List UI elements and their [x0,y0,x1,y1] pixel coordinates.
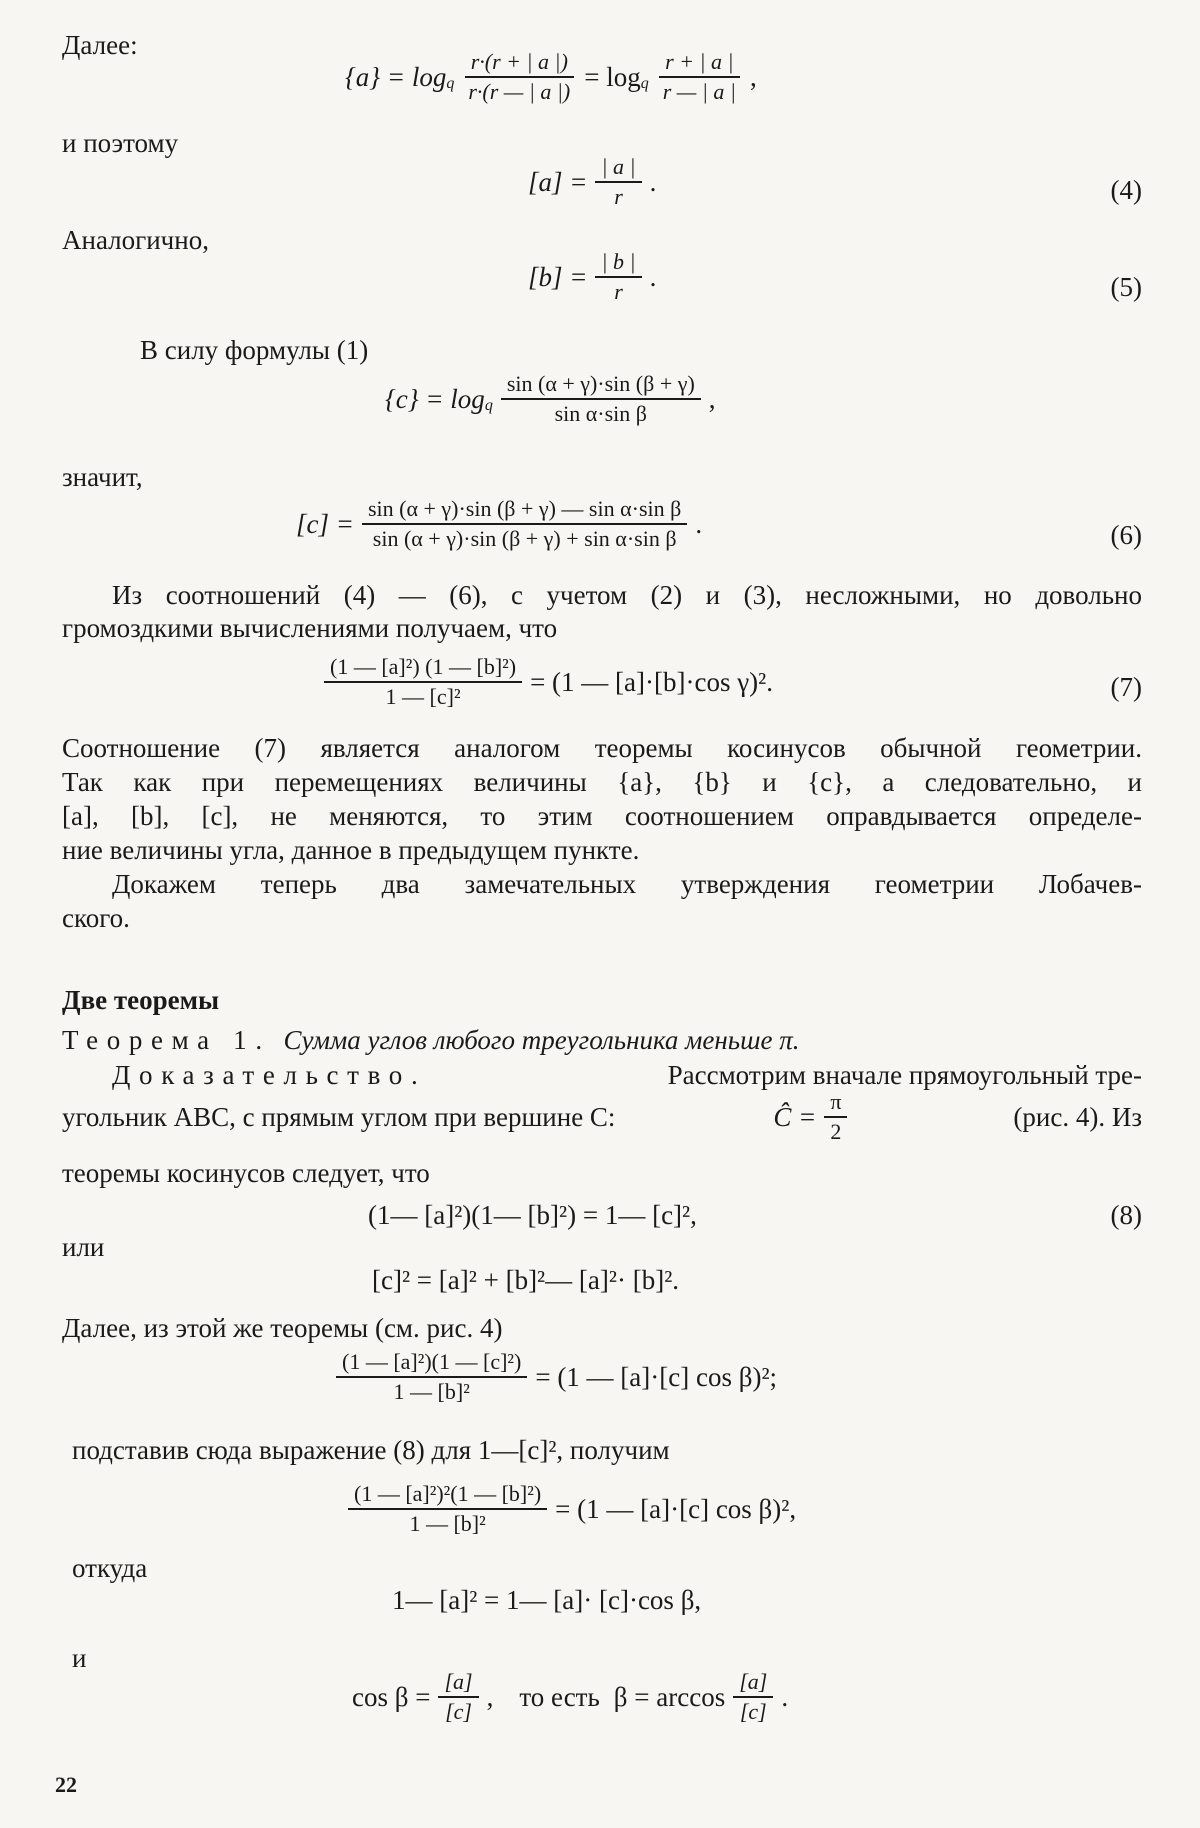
text-iz-soot-1: Из соотношений (4) — (6), с учетом (2) и (3), несложными, но довольно [112,580,1142,610]
proof-label: Доказательство. [112,1060,427,1090]
text-v-silu: В силу формулы (1) [140,335,369,365]
eq4-tag: (4) [1110,175,1142,205]
text-to-est: то есть [519,1681,600,1712]
equation-7 [316,655,773,709]
theorem-text: Сумма углов любого треугольника меньше π. [283,1025,800,1055]
eq9-body: [c]² = [a]² + [b]²— [a]²· [b]². [372,1265,680,1295]
proof-2-b: (рис. 4). Из [1013,1101,1142,1132]
eq13-comma: , [486,1681,494,1712]
eq6-frac [362,497,687,551]
eq5-frac [595,250,641,304]
eq13-frac2 [733,1670,773,1724]
equation-8 [368,1200,697,1231]
eq7-tag: (7) [1110,672,1142,702]
eq11-num: (1 — [a]²)²(1 — [b]²) [348,1482,547,1510]
eq-a-sub2: q [640,75,649,93]
text-podstaviv: подставив сюда выражение (8) для 1—[c]², получим [72,1435,670,1465]
eq-c-end: , [708,383,716,414]
eq13-den1: [c] [445,1699,472,1725]
equation-c-log [385,372,716,426]
c-hat-equation [773,1090,855,1144]
eq-a-den2: r — | a | [662,79,736,105]
theorem-1-line [62,1025,799,1056]
text-para-3: [a], [b], [c], не меняются, то этим соотношением оправдывается определе- [62,801,1142,831]
eq6-den: sin (α + γ)·sin (β + γ) + sin α·sin β [372,526,677,552]
text-dalee-iz: Далее, из этой же теоремы (см. рис. 4) [62,1313,503,1343]
eq7-frac [324,655,522,709]
equation-10 [328,1350,777,1404]
eq-a-frac1 [462,50,576,104]
eq-a-end: , [749,61,757,92]
eq-c-sub: q [484,397,493,415]
eq4-lhs: [a] = [528,166,588,197]
eq5-den: r [614,279,623,305]
eq5-end: . [649,261,657,292]
eq4-end: . [649,166,657,197]
eq13-frac1 [438,1670,478,1724]
equation-a-log [345,50,757,104]
eq-a-num2: r + | a | [659,50,740,78]
eq13-num1: [a] [438,1670,478,1698]
eq10-rhs: = (1 — [a]·[c] cos β)²; [535,1361,778,1392]
text-i: и [72,1643,87,1673]
eq4-den: r [614,184,623,210]
eq8-body: (1— [a]²)(1— [b]²) = 1— [c]², [368,1200,697,1230]
proof-2-a: угольник ABC, с прямым углом при вершине C: [62,1101,616,1132]
eq10-frac [336,1350,527,1404]
page-number: 22 [55,1772,77,1797]
equation-4 [528,155,656,209]
section-title: Две теоремы [62,985,220,1015]
proof-line-2 [62,1090,1142,1144]
pi-den: 2 [830,1119,842,1145]
eq13-num2: [a] [733,1670,773,1698]
eq5-lhs: [b] = [528,261,588,292]
text-para-1: Соотношение (7) является аналогом теоремы косинусов обычной геометрии. [62,733,1142,763]
text-analogichno: Аналогично, [62,225,209,255]
eq11-den: 1 — [b]² [409,1511,486,1537]
eq6-lhs: [c] = [296,508,354,539]
proof-line-1 [112,1060,1142,1091]
eq8-tag: (8) [1110,1200,1142,1230]
eq13-rhs: β = arccos [613,1681,726,1712]
eq4-frac [595,155,641,209]
eq11-rhs: = (1 — [a]·[c] cos β)², [555,1493,797,1524]
eq-a-num1: r·(r + | a |) [465,50,574,78]
c-hat-lhs: Ĉ = [773,1101,817,1132]
eq6-num: sin (α + γ)·sin (β + γ) — sin α·sin β [362,497,687,525]
equation-9 [372,1265,679,1296]
eq-c-num: sin (α + γ)·sin (β + γ) [501,372,701,400]
text-dokazhem-1: Докажем теперь два замечательных утверждения геометрии Лобачев- [112,869,1142,899]
eq7-den: 1 — [c]² [385,684,461,710]
text-iz-soot-2: громоздкими вычислениями получаем, что [62,613,558,643]
equation-13 [352,1670,788,1724]
text-znachit: значит, [62,462,143,492]
eq5-num: | b | [595,250,641,278]
text-para-2: Так как при перемещениях величины {a}, {b} и {c}, а следовательно, и [62,767,1142,797]
eq11-frac [348,1482,547,1536]
eq-a-lhs: {a} = log [345,61,447,92]
equation-11 [340,1482,796,1536]
equation-12 [392,1585,701,1616]
pi-num: π [824,1090,847,1118]
eq4-num: | a | [595,155,641,183]
equation-5 [528,250,656,304]
text-ili: или [62,1232,105,1262]
eq13-den2: [c] [739,1699,767,1725]
eq-c-den: sin α·sin β [554,401,647,427]
eq-a-den1: r·(r — | a |) [468,79,571,105]
eq6-end: . [695,508,703,539]
eq13-end: . [781,1681,789,1712]
text-otkuda: откуда [72,1553,148,1583]
eq-a-sub: q [446,75,455,93]
eq5-tag: (5) [1110,272,1142,302]
eq10-num: (1 — [a]²)(1 — [c]²) [336,1350,527,1378]
eq12-body: 1— [a]² = 1— [a]· [c]·cos β, [392,1585,702,1615]
eq-c-frac [501,372,701,426]
eq7-rhs: = (1 — [a]·[b]·cos γ)². [530,666,773,697]
proof-1-rest: Рассмотрим вначале прямоугольный тре- [667,1060,1142,1090]
equation-6 [296,497,702,551]
proof-line-3: теоремы косинусов следует, что [62,1158,430,1188]
theorem-label: Теорема 1. [62,1025,271,1055]
eq-a-frac2 [657,50,742,104]
text-i-poetomu: и поэтому [62,128,179,158]
text-dalee: Далее: [62,30,138,60]
pi-over-2 [824,1090,847,1144]
eq7-num: (1 — [a]²) (1 — [b]²) [324,655,522,683]
text-para-4: ние величины угла, данное в предыдущем пункте. [62,835,640,865]
eq10-den: 1 — [b]² [393,1379,470,1405]
text-dokazhem-2: ского. [62,903,130,933]
eq13-lhs: cos β = [352,1681,431,1712]
eq-c-lhs: {c} = log [385,383,485,414]
eq6-tag: (6) [1110,520,1142,550]
eq-a-mid: = log [584,61,641,92]
